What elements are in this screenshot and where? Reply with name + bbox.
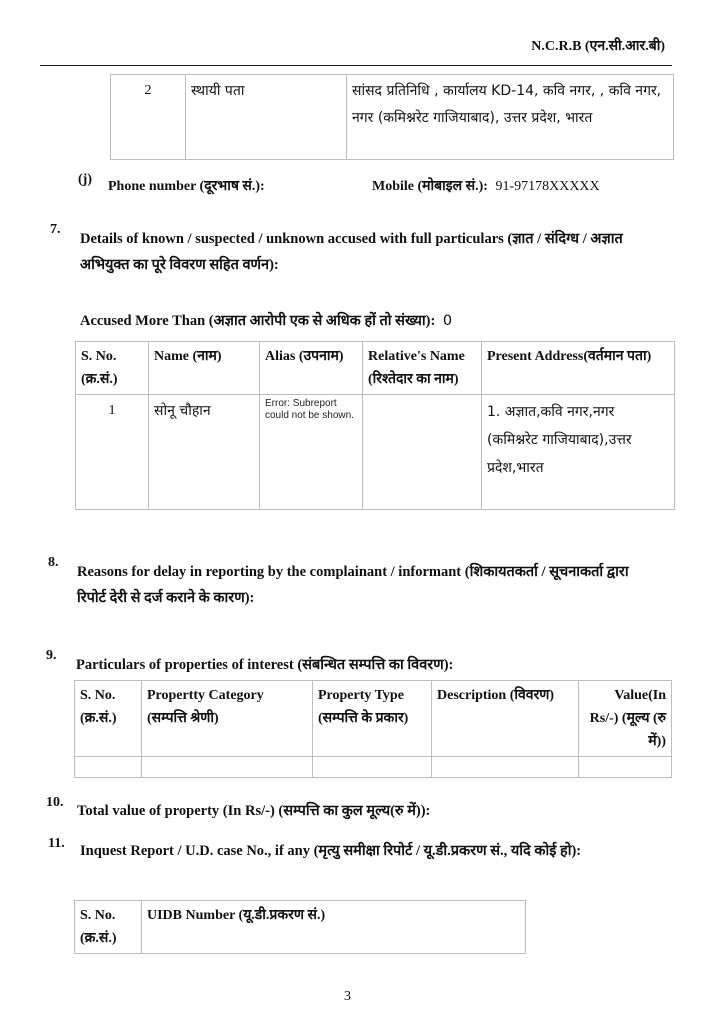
page-number: 3 [344,989,351,1004]
prop-empty-cell [142,757,313,778]
prop-empty-cell [75,757,142,778]
mobile-line [372,176,600,195]
table-row [75,757,672,778]
row-number-text: 2 [144,83,152,98]
accused-sno [76,395,149,510]
col-sno: S. No. (क्र.सं.) [76,342,149,395]
accused-name-text: सोनू चौहान [154,403,211,419]
col-address: Present Address(वर्तमान पता) [482,342,675,395]
inquest-col-sno: S. No. (क्र.सं.) [75,901,142,954]
prop-col-type: Property Type (सम्पत्ति के प्रकार) [313,681,432,757]
address-label-text: स्थायी पता [191,83,245,99]
section11-number: 11. [48,836,65,851]
header-org: N.C.R.B (एन.सी.आर.बी) [531,39,665,54]
table-header-row [75,681,672,757]
accused-table [75,341,675,510]
accused-more-label: Accused More Than (अज्ञात आरोपी एक से अधिक हों तो संख्या): [80,313,436,329]
address-label [186,75,347,160]
col-relative: Relative's Name (रिश्तेदार का नाम) [363,342,482,395]
col-alias: Alias (उपनाम) [260,342,363,395]
row-number [111,75,186,160]
accused-address [482,395,675,510]
accused-more-line [80,310,452,330]
table-header-row [75,901,526,954]
section10-title: Total value of property (In Rs/-) (सम्पत्ति का कुल मूल्य(रु में)): [77,803,431,819]
address-table [110,74,674,160]
accused-alias [260,395,363,510]
section10-number: 10. [46,795,64,810]
prop-empty-cell [579,757,672,778]
accused-address-text: 1. अज्ञात,कवि नगर,नगर (कमिश्नरेट गाजियाबाद),उत्तर प्रदेश,भारत [487,404,632,476]
accused-name [149,395,260,510]
accused-sno-text: 1 [108,403,116,418]
section9-title: Particulars of properties of interest (संबन्धित सम्पत्ति का विवरण): [76,657,454,673]
accused-relative [363,395,482,510]
inquest-col-uidb: UIDB Number (यू.डी.प्रकरण सं.) [142,901,526,954]
prop-empty-cell [313,757,432,778]
mobile-label: Mobile (मोबाइल सं.): [372,179,488,194]
table-row [76,395,675,510]
accused-more-value: 0 [442,313,453,329]
section8-title: Reasons for delay in reporting by the complainant / informant (शिकायतकर्ता / सूचनाकर्ता द्वारा रिपोर्ट देरी से दर्ज कराने के कारण): [77,564,629,606]
phone-marker: (j) [78,172,92,187]
prop-col-description: Description (विवरण) [432,681,579,757]
header-rule [40,65,672,66]
address-value [347,75,674,160]
inquest-table [74,900,526,954]
table-row [111,75,674,160]
section7-number: 7. [50,222,61,237]
phone-label: Phone number (दूरभाष सं.): [108,179,265,194]
mobile-value: 91-97178XXXXX [495,179,600,194]
address-value-text: सांसद प्रतिनिधि , कार्यालय KD-14, कवि नगर, , कवि नगर, नगर (कमिश्नरेट गाजियाबाद), उत्तर प्रदेश, भारत [352,83,662,126]
section7-title: Details of known / suspected / unknown accused with full particulars (ज्ञात / संदिग्ध / अज्ञात अभियुक्त का पूरे विवरण सहित वर्णन): [80,231,623,273]
property-table [74,680,672,778]
prop-col-sno: S. No. (क्र.सं.) [75,681,142,757]
prop-col-category: Propertty Category (सम्पत्ति श्रेणी) [142,681,313,757]
col-name: Name (नाम) [149,342,260,395]
accused-alias-text: Error: Subreport could not be shown. [265,398,354,421]
section9-number: 9. [46,648,57,663]
table-header-row [76,342,675,395]
section8-number: 8. [48,555,59,570]
prop-empty-cell [432,757,579,778]
section11-title: Inquest Report / U.D. case No., if any (मृत्यु समीक्षा रिपोर्ट / यू.डी.प्रकरण सं., यदि कोई हो): [80,843,582,859]
prop-col-value: Value(In Rs/-) (मूल्य (रु में)) [579,681,672,757]
